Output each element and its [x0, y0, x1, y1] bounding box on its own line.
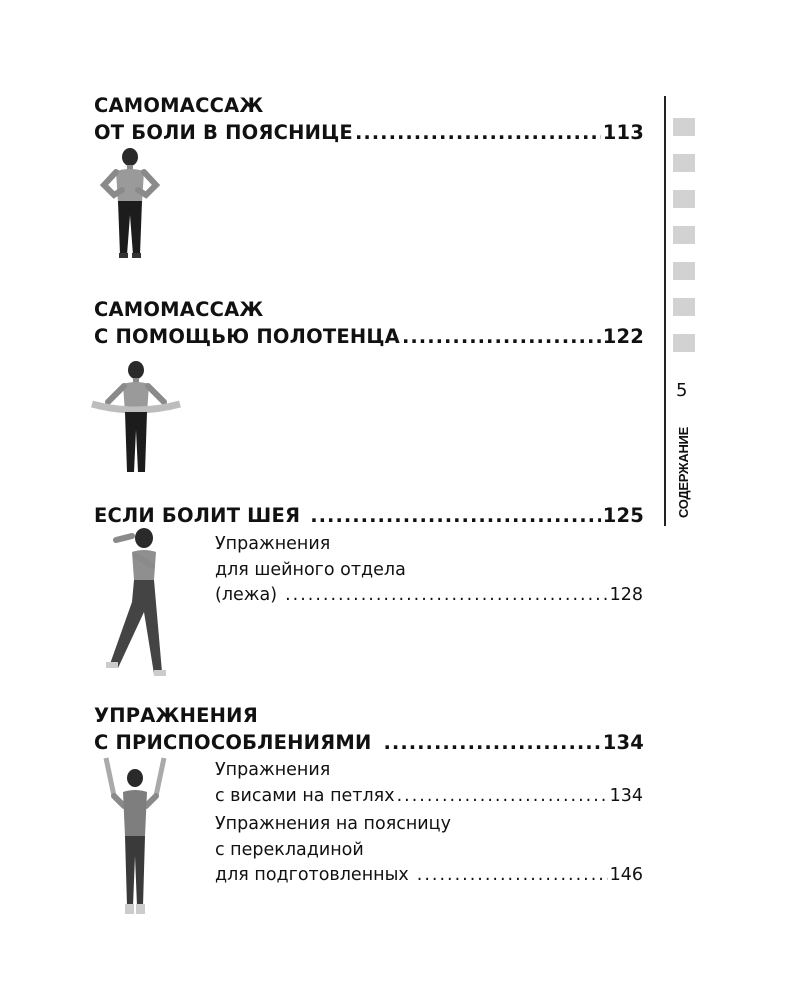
subentry-line1: Упражнения на поясницу: [215, 814, 451, 834]
entry-page-number: 125: [602, 504, 644, 527]
entry-title-line2: ОТ БОЛИ В ПОЯСНИЦЕ: [94, 121, 353, 144]
subentry-row: [215, 583, 643, 609]
entry-title-line1: ЕСЛИ БОЛИТ ШЕЯ: [94, 504, 301, 527]
subentry-row: [215, 863, 643, 889]
section-tab: [673, 118, 695, 136]
woman-with-suspension-straps-figure: [92, 756, 178, 921]
entry-page-number: 122: [602, 325, 644, 348]
subentry-row: [215, 784, 643, 810]
subentry-line1: Упражнения: [215, 760, 331, 780]
subentry-line3: (лежа): [215, 585, 278, 605]
page-number: 5: [676, 380, 688, 401]
entry-title-line1: САМОМАССАЖ: [94, 94, 264, 117]
subentry-line1: Упражнения: [215, 534, 331, 554]
dot-leader: [384, 729, 601, 756]
subentry-page-number: 128: [609, 585, 643, 605]
entry-title-line2: С ПРИСПОСОБЛЕНИЯМИ: [94, 731, 372, 754]
toc-entry-equipment-exercises[interactable]: [94, 702, 644, 756]
entry-title-row: [94, 502, 644, 529]
entry-page-number: 113: [602, 121, 644, 144]
subentry-line3: для подготовленных: [215, 865, 409, 885]
woman-with-towel-figure: [86, 358, 186, 478]
toc-subentry-loop-hangs[interactable]: [215, 758, 643, 809]
toc-subentry-crossbar[interactable]: [215, 812, 643, 889]
dot-leader: [310, 502, 600, 529]
woman-massaging-lower-back-figure: [90, 145, 170, 260]
toc-subentry-neck-lying[interactable]: [215, 532, 643, 609]
section-tab: [673, 298, 695, 316]
subentry-line2: с перекладиной: [215, 839, 364, 860]
section-tab: [673, 334, 695, 352]
entry-title-line2: С ПОМОЩЬЮ ПОЛОТЕНЦА: [94, 325, 400, 348]
entry-title-row: [94, 323, 644, 350]
toc-entry-lower-back-massage[interactable]: [94, 92, 644, 146]
toc-entry-neck-pain[interactable]: [94, 502, 644, 529]
subentry-page-number: 134: [609, 785, 643, 806]
section-tab: [673, 226, 695, 244]
section-tab: [673, 190, 695, 208]
woman-stretching-neck-figure: [96, 522, 176, 682]
subentry-line2: для шейного отдела: [215, 559, 406, 580]
entry-title-row: [94, 119, 644, 146]
section-tab: [673, 262, 695, 280]
dot-leader: [355, 119, 601, 146]
toc-entry-towel-massage[interactable]: [94, 296, 644, 350]
subentry-page-number: 146: [609, 865, 643, 885]
dot-leader: [402, 323, 601, 350]
section-label: СОДЕРЖАНИЕ: [676, 427, 691, 518]
dot-leader: [417, 863, 608, 889]
dot-leader: [285, 583, 607, 609]
entry-title-line1: УПРАЖНЕНИЯ: [94, 704, 258, 727]
section-tab: [673, 154, 695, 172]
subentry-line2: с висами на петлях: [215, 785, 395, 806]
entry-page-number: 134: [602, 731, 644, 754]
entry-title-line1: САМОМАССАЖ: [94, 298, 264, 321]
entry-title-row: [94, 729, 644, 756]
dot-leader: [397, 784, 608, 810]
tab-divider-line: [664, 96, 666, 526]
